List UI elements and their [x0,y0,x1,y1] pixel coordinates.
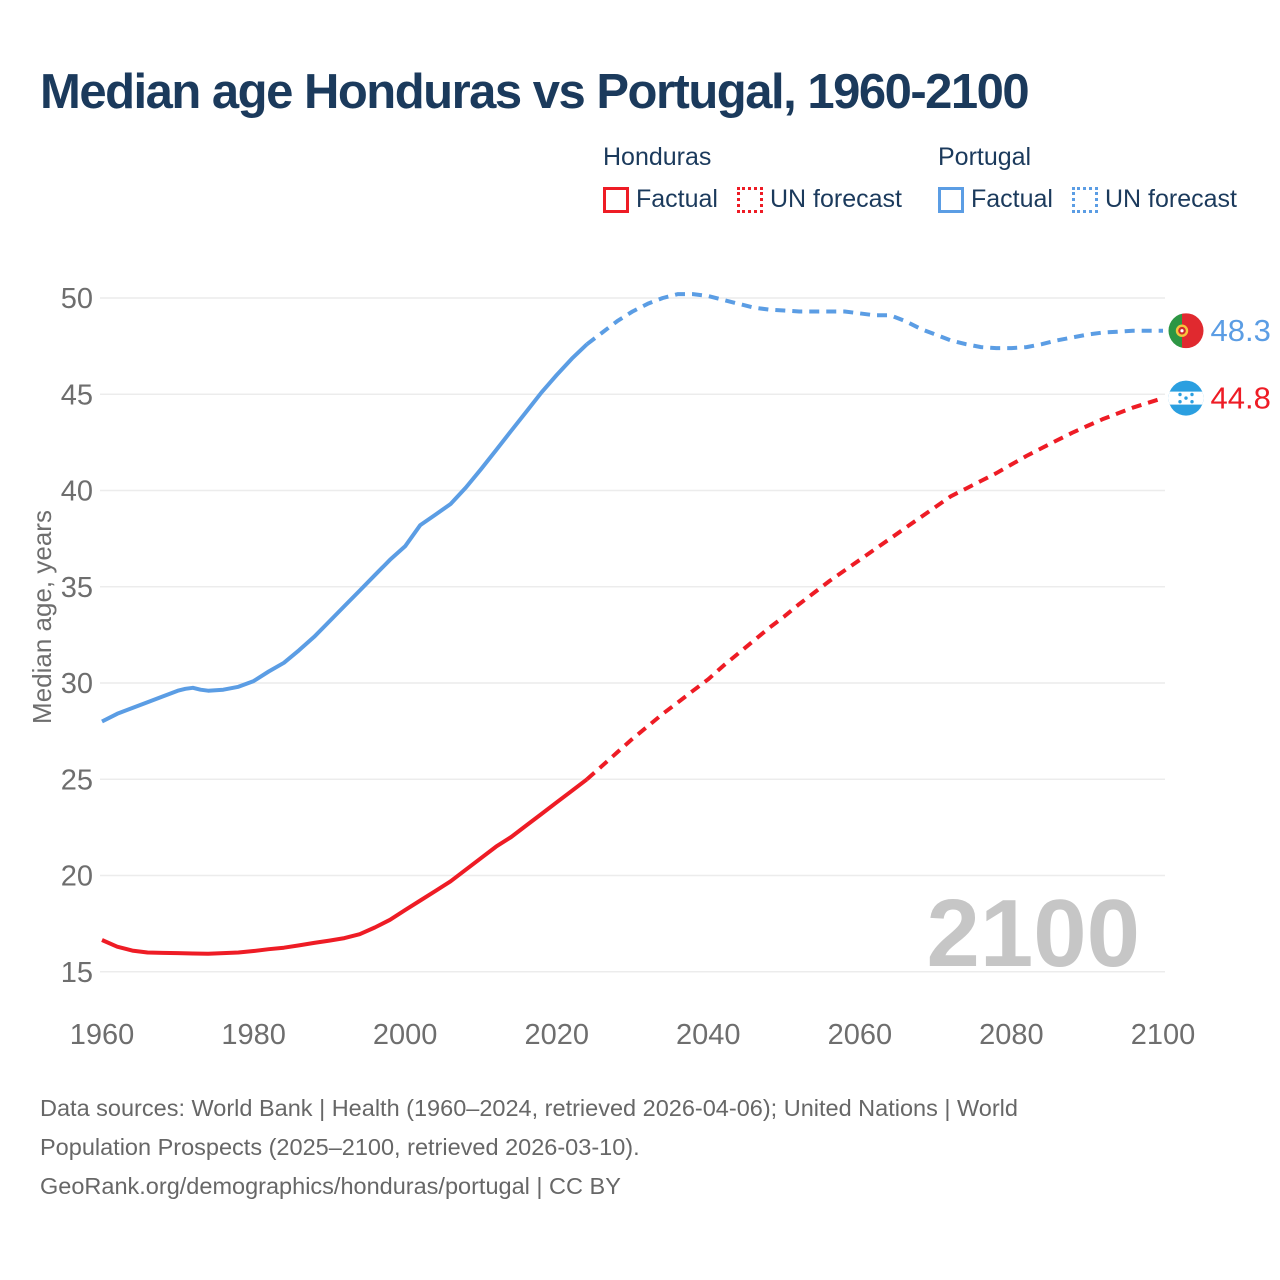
legend-label-honduras-forecast: UN forecast [769,185,902,213]
gridlines [100,298,1165,972]
x-tick-2020: 2020 [524,1019,589,1051]
y-tick-35: 35 [60,571,93,604]
legend-label-portugal-forecast: UN forecast [1104,185,1237,213]
line-portugal-forecast [587,294,1163,348]
data-sources-footer [40,1089,1018,1206]
y-tick-20: 20 [60,860,93,893]
y-axis-title: Median age, years [27,510,57,724]
line-honduras-factual [102,779,587,954]
x-tick-2080: 2080 [979,1019,1044,1051]
y-tick-15: 15 [60,956,93,989]
line-portugal-factual [102,344,587,721]
x-tick-1960: 1960 [69,1019,135,1051]
legend-label-portugal-factual: Factual [971,185,1053,213]
legend-header-portugal: Portugal [938,143,1032,171]
series-lines [102,294,1163,954]
honduras-flag-icon [1169,381,1204,416]
x-tick-2000: 2000 [372,1019,438,1051]
line-honduras-forecast [587,398,1163,779]
x-tick-2060: 2060 [827,1019,893,1051]
x-tick-2040: 2040 [676,1019,741,1051]
footer-line-1: Data sources: World Bank | Health (1960–2024, retrieved 2026-04-06); United Nations | World [40,1095,1018,1121]
portugal-flag-icon [1169,313,1204,348]
y-tick-45: 45 [60,379,93,412]
legend-header-honduras: Honduras [603,143,712,171]
footer-line-2: Population Prospects (2025–2100, retrieved 2026-03-10). [40,1134,640,1160]
chart-title: Median age Honduras vs Portugal, 1960-2100 [40,65,1029,119]
y-tick-30: 30 [60,668,93,700]
watermark-year: 2100 [926,880,1140,987]
y-axis-tick-labels [61,283,93,989]
y-tick-25: 25 [60,764,93,797]
legend-label-honduras-factual: Factual [636,185,718,213]
end-value-honduras: 44.8 [1210,380,1271,416]
x-axis-tick-labels [70,1019,1196,1051]
end-value-portugal: 48.3 [1210,313,1271,349]
y-tick-40: 40 [60,475,93,508]
x-tick-1980: 1980 [221,1019,286,1051]
x-tick-2100: 2100 [1130,1019,1196,1051]
y-tick-50: 50 [60,283,93,315]
end-markers [1169,313,1271,415]
footer-line-3: GeoRank.org/demographics/honduras/portugal | CC BY [40,1173,621,1199]
